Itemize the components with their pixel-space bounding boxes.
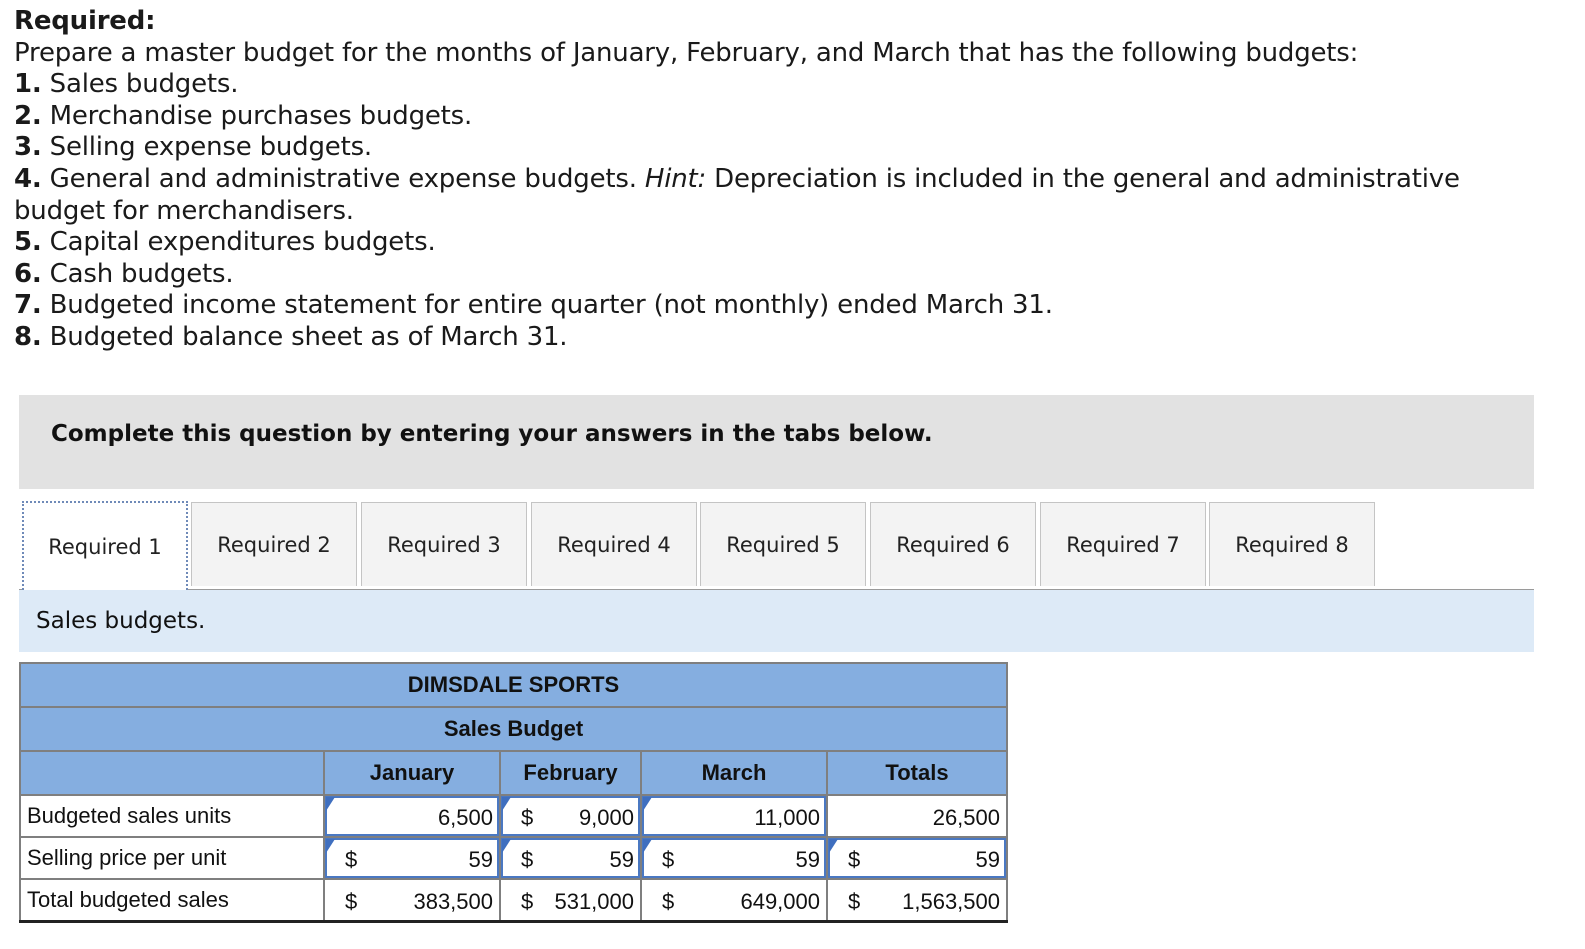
prompt-band [19,395,1534,489]
row-label: Budgeted sales units [20,795,324,837]
tab-required-2[interactable]: Required 2 [191,502,357,586]
input-budgeted-units-march[interactable]: 11,000 [641,795,827,837]
instruction-item-4: 4. General and administrative expense budgets. Hint: Depreciation is included in the general and administrative budget for merchandisers. [14,163,1460,226]
sales-budget-table [19,662,1008,923]
section-title: Sales budgets. [36,608,206,634]
instruction-item-3: 3. Selling expense budgets. [14,132,372,163]
column-header-january: January [324,751,500,795]
input-price-march[interactable]: $ 59 [641,837,827,879]
row-label: Selling price per unit [20,837,324,879]
instruction-item-1: 1. Sales budgets. [14,69,239,100]
tab-required-1[interactable]: Required 1 [22,501,188,590]
instruction-item-7: 7. Budgeted income statement for entire quarter (not monthly) ended March 31. [14,290,1053,321]
tab-required-8[interactable]: Required 8 [1209,502,1375,586]
instructions-heading: Required: [14,6,156,36]
tab-required-3[interactable]: Required 3 [361,502,527,586]
tab-required-6[interactable]: Required 6 [870,502,1036,586]
input-price-totals[interactable]: $ 59 [827,837,1007,879]
table-row-selling-price [20,837,1007,879]
company-name: DIMSDALE SPORTS [20,663,1007,707]
value-total-sales-totals: $ 1,563,500 [827,879,1007,921]
value-total-sales-february: $ 531,000 [500,879,641,921]
tab-required-7[interactable]: Required 7 [1040,502,1206,586]
instruction-item-8: 8. Budgeted balance sheet as of March 31. [14,321,568,352]
table-row-total-sales [20,879,1007,921]
instruction-item-2: 2. Merchandise purchases budgets. [14,100,473,131]
value-total-sales-january: $ 383,500 [324,879,500,921]
input-budgeted-units-february[interactable]: $ 9,000 [500,795,641,837]
value-total-sales-march: $ 649,000 [641,879,827,921]
tab-bar [19,501,1534,591]
input-price-february[interactable]: $ 59 [500,837,641,879]
section-band [19,590,1534,652]
input-price-january[interactable]: $ 59 [324,837,500,879]
prompt-text: Complete this question by entering your answers in the tabs below. [51,421,933,447]
row-label: Total budgeted sales [20,879,324,921]
input-budgeted-units-january[interactable]: 6,500 [324,795,500,837]
column-header-february: February [500,751,641,795]
column-header-march: March [641,751,827,795]
table-title: Sales Budget [20,707,1007,751]
hint-label: Hint: [644,163,707,194]
column-header-totals: Totals [827,751,1007,795]
header-blank [20,751,324,795]
table-row-budgeted-sales-units [20,795,1007,837]
value-budgeted-units-totals: 26,500 [827,795,1007,837]
instructions-intro: Prepare a master budget for the months of January, February, and March that has the following budgets: [14,37,1359,68]
instruction-item-6: 6. Cash budgets. [14,258,234,289]
hint-text: Depreciation is included in the general and administrative budget for merchandisers. [14,163,1460,226]
instructions [14,6,1554,354]
instruction-item-5: 5. Capital expenditures budgets. [14,227,436,258]
tab-required-4[interactable]: Required 4 [531,502,697,586]
tab-required-5[interactable]: Required 5 [700,502,866,586]
